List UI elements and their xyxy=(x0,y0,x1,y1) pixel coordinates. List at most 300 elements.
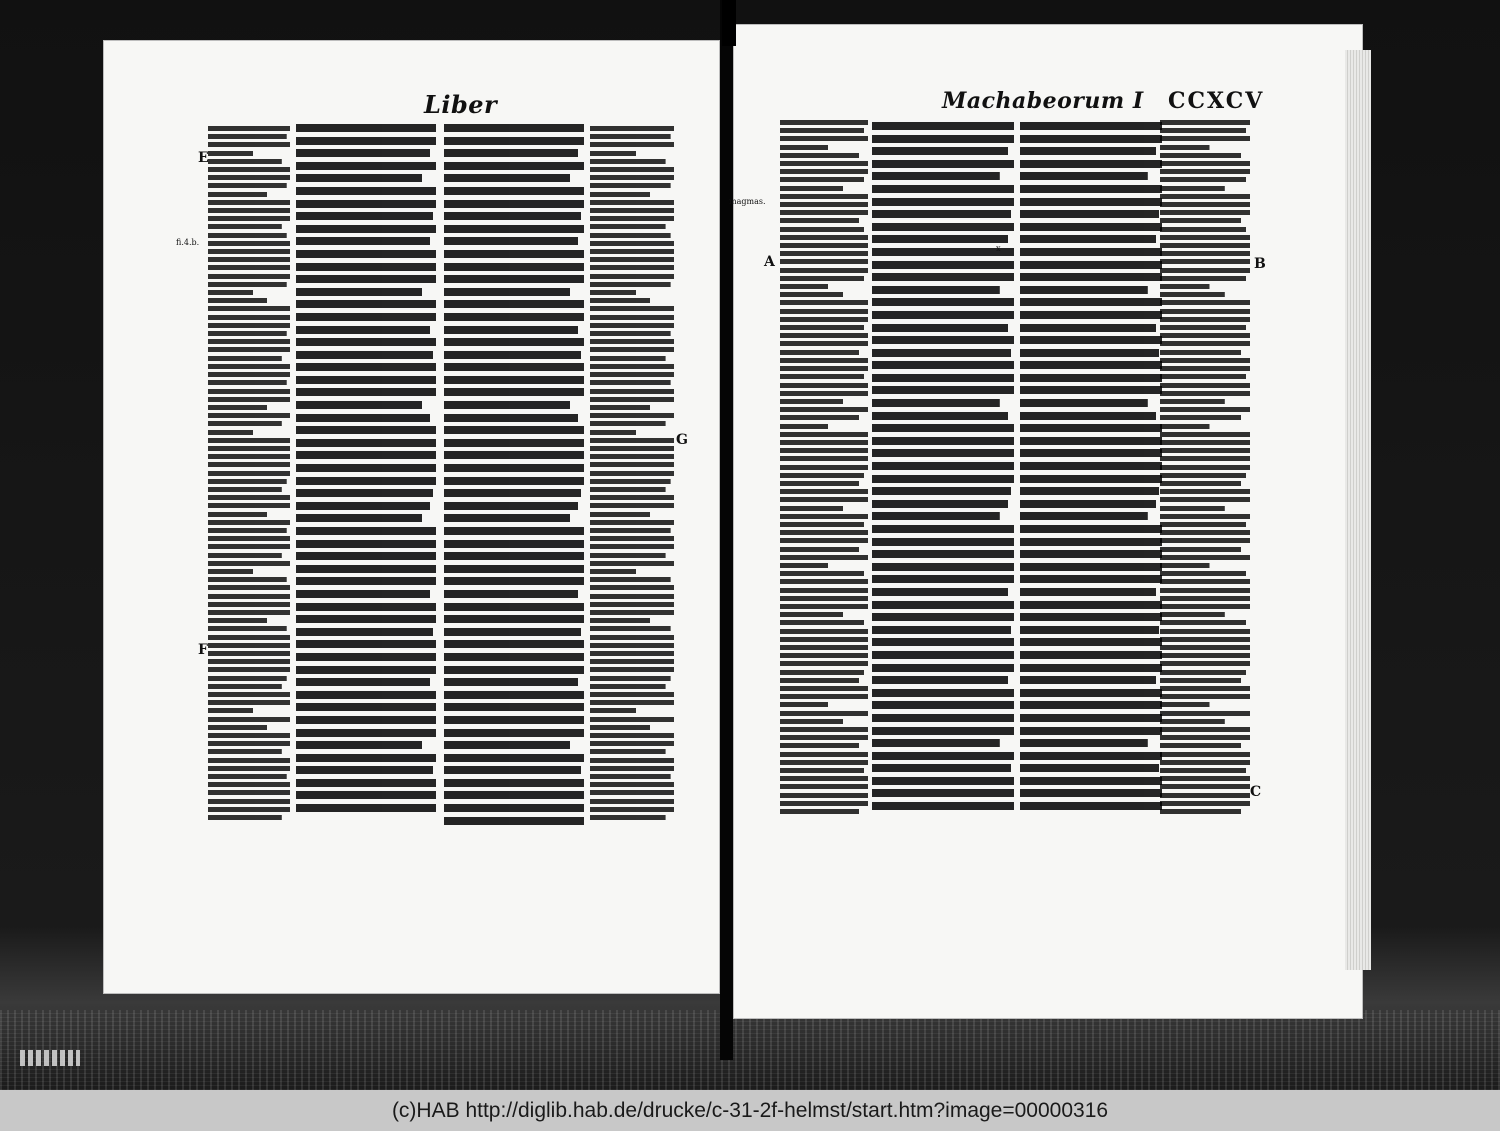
text-line xyxy=(590,288,674,296)
text-line xyxy=(780,471,868,479)
text-line xyxy=(1020,259,1162,272)
text-line xyxy=(296,399,436,412)
text-line xyxy=(872,586,1014,599)
text-line xyxy=(1020,447,1162,460)
text-line xyxy=(208,674,290,682)
text-line xyxy=(872,460,1014,473)
text-line xyxy=(1160,151,1250,159)
text-line xyxy=(1160,159,1250,167)
text-line xyxy=(590,616,674,624)
text-line xyxy=(444,727,584,740)
text-line xyxy=(208,452,290,460)
text-line xyxy=(296,777,436,790)
text-line xyxy=(590,682,674,690)
text-line xyxy=(444,500,584,513)
folio-number: CCXCV xyxy=(1168,88,1265,114)
text-line xyxy=(872,636,1014,649)
text-line xyxy=(1160,782,1250,790)
text-line xyxy=(444,714,584,727)
text-line xyxy=(1020,334,1162,347)
text-line xyxy=(872,775,1014,788)
text-line xyxy=(780,175,868,183)
text-line xyxy=(296,462,436,475)
text-line xyxy=(872,183,1014,196)
text-line xyxy=(296,122,436,135)
text-line xyxy=(1020,158,1162,171)
text-line xyxy=(590,255,674,263)
text-line xyxy=(1020,523,1162,536)
text-line xyxy=(590,181,674,189)
text-line xyxy=(780,454,868,462)
text-line xyxy=(780,766,868,774)
text-line xyxy=(1160,479,1250,487)
text-line xyxy=(296,651,436,664)
text-line xyxy=(208,181,290,189)
text-line xyxy=(590,452,674,460)
text-line xyxy=(590,559,674,567)
text-line xyxy=(1160,725,1250,733)
text-line xyxy=(872,296,1014,309)
text-line xyxy=(208,190,290,198)
text-line xyxy=(1160,126,1250,134)
text-line xyxy=(208,378,290,386)
text-line xyxy=(872,145,1014,158)
text-line xyxy=(1160,175,1250,183)
margin-letter-e: E xyxy=(198,150,209,166)
text-line xyxy=(780,487,868,495)
text-line xyxy=(444,764,584,777)
text-line xyxy=(296,147,436,160)
text-line xyxy=(208,797,290,805)
text-line xyxy=(1160,454,1250,462)
text-line xyxy=(780,479,868,487)
text-line xyxy=(780,389,868,397)
text-line xyxy=(208,788,290,796)
margin-letter-b: B xyxy=(1254,256,1266,272)
text-line xyxy=(872,762,1014,775)
text-line xyxy=(208,551,290,559)
text-line xyxy=(780,208,868,216)
text-line xyxy=(444,349,584,362)
text-line xyxy=(208,149,290,157)
text-line xyxy=(1020,284,1162,297)
text-line xyxy=(1160,709,1250,717)
text-line xyxy=(1160,602,1250,610)
text-line xyxy=(1160,717,1250,725)
text-line xyxy=(1160,339,1250,347)
text-line xyxy=(1160,257,1250,265)
text-line xyxy=(780,668,868,676)
text-line xyxy=(208,567,290,575)
text-line xyxy=(208,239,290,247)
text-line xyxy=(780,684,868,692)
text-line xyxy=(1020,221,1162,234)
text-line xyxy=(780,463,868,471)
text-line xyxy=(208,534,290,542)
text-line xyxy=(1020,636,1162,649)
text-line xyxy=(1160,167,1250,175)
text-line xyxy=(1020,662,1162,675)
text-line xyxy=(872,725,1014,738)
text-line xyxy=(444,538,584,551)
text-line xyxy=(444,789,584,802)
text-line xyxy=(208,288,290,296)
text-line xyxy=(1020,737,1162,750)
text-line xyxy=(780,799,868,807)
text-line xyxy=(1160,471,1250,479)
text-line xyxy=(208,583,290,591)
text-line xyxy=(872,334,1014,347)
text-line xyxy=(296,361,436,374)
text-line xyxy=(590,362,674,370)
text-line xyxy=(208,419,290,427)
text-line xyxy=(444,752,584,765)
text-line xyxy=(1020,561,1162,574)
text-line xyxy=(590,534,674,542)
text-line xyxy=(1160,438,1250,446)
text-line xyxy=(1160,586,1250,594)
text-line xyxy=(590,239,674,247)
text-line xyxy=(1160,766,1250,774)
text-line xyxy=(1020,800,1162,813)
text-line xyxy=(590,575,674,583)
text-line xyxy=(780,298,868,306)
text-line xyxy=(590,797,674,805)
text-line xyxy=(780,192,868,200)
text-line xyxy=(444,122,584,135)
text-line xyxy=(780,700,868,708)
text-line xyxy=(780,241,868,249)
corner-stamp xyxy=(20,1050,80,1066)
text-line xyxy=(1160,741,1250,749)
text-line xyxy=(296,487,436,500)
right-gloss-column-1 xyxy=(780,118,868,818)
text-line xyxy=(1160,807,1250,815)
text-line xyxy=(1160,405,1250,413)
text-line xyxy=(780,405,868,413)
text-line xyxy=(444,185,584,198)
text-line xyxy=(780,602,868,610)
text-line xyxy=(872,133,1014,146)
text-line xyxy=(1020,599,1162,612)
text-line xyxy=(780,151,868,159)
text-line xyxy=(296,563,436,576)
text-line xyxy=(208,280,290,288)
text-line xyxy=(780,159,868,167)
text-line xyxy=(590,428,674,436)
text-line xyxy=(590,222,674,230)
text-line xyxy=(590,674,674,682)
text-line xyxy=(590,387,674,395)
text-line xyxy=(590,469,674,477)
text-line xyxy=(208,222,290,230)
text-line xyxy=(1160,397,1250,405)
text-line xyxy=(444,550,584,563)
text-line xyxy=(444,261,584,274)
text-line xyxy=(1160,659,1250,667)
text-line xyxy=(208,329,290,337)
text-line xyxy=(1160,430,1250,438)
text-line xyxy=(872,120,1014,133)
text-line xyxy=(1160,323,1250,331)
text-line xyxy=(444,172,584,185)
text-line xyxy=(1020,372,1162,385)
text-line xyxy=(208,395,290,403)
text-line xyxy=(208,321,290,329)
text-line xyxy=(1020,498,1162,511)
text-line xyxy=(1020,246,1162,259)
text-line xyxy=(208,247,290,255)
text-line xyxy=(444,361,584,374)
text-line xyxy=(1020,384,1162,397)
text-line xyxy=(1160,184,1250,192)
text-line xyxy=(208,165,290,173)
text-line xyxy=(208,132,290,140)
text-line xyxy=(1160,635,1250,643)
text-line xyxy=(872,687,1014,700)
text-line xyxy=(780,126,868,134)
text-line xyxy=(590,329,674,337)
text-line xyxy=(208,518,290,526)
text-line xyxy=(590,444,674,452)
text-line xyxy=(872,737,1014,750)
text-line xyxy=(872,384,1014,397)
text-line xyxy=(1020,271,1162,284)
text-line xyxy=(1020,422,1162,435)
text-line xyxy=(590,501,674,509)
text-line xyxy=(208,698,290,706)
text-line xyxy=(1160,225,1250,233)
text-line xyxy=(780,545,868,553)
text-line xyxy=(1160,282,1250,290)
text-line xyxy=(444,437,584,450)
text-line xyxy=(590,345,674,353)
text-line xyxy=(780,627,868,635)
text-line xyxy=(296,223,436,236)
text-line xyxy=(208,140,290,148)
text-line xyxy=(296,752,436,765)
text-line xyxy=(296,311,436,324)
text-line xyxy=(780,774,868,782)
text-line xyxy=(296,336,436,349)
text-line xyxy=(590,272,674,280)
text-line xyxy=(872,322,1014,335)
text-line xyxy=(780,553,868,561)
text-line xyxy=(208,157,290,165)
text-line xyxy=(296,261,436,274)
text-line xyxy=(590,321,674,329)
text-line xyxy=(444,462,584,475)
text-line xyxy=(1160,774,1250,782)
text-line xyxy=(444,198,584,211)
text-line xyxy=(780,561,868,569)
text-line xyxy=(590,411,674,419)
text-line xyxy=(872,359,1014,372)
text-line xyxy=(780,274,868,282)
text-line xyxy=(208,608,290,616)
text-line xyxy=(590,698,674,706)
right-running-head: Machabeorum I xyxy=(942,88,1144,114)
text-line xyxy=(444,601,584,614)
text-line xyxy=(208,690,290,698)
text-line xyxy=(780,216,868,224)
text-line xyxy=(444,475,584,488)
text-line xyxy=(296,172,436,185)
text-line xyxy=(1160,627,1250,635)
text-line xyxy=(590,149,674,157)
text-line xyxy=(1020,712,1162,725)
text-line xyxy=(1160,758,1250,766)
text-line xyxy=(208,805,290,813)
text-line xyxy=(208,575,290,583)
text-line xyxy=(590,198,674,206)
text-line xyxy=(590,739,674,747)
text-line xyxy=(780,577,868,585)
text-line xyxy=(872,674,1014,687)
text-line xyxy=(1160,208,1250,216)
text-line xyxy=(1160,577,1250,585)
text-line xyxy=(208,231,290,239)
text-line xyxy=(444,298,584,311)
text-line xyxy=(1020,536,1162,549)
text-line xyxy=(296,160,436,173)
text-line xyxy=(296,424,436,437)
text-line xyxy=(780,422,868,430)
text-line xyxy=(296,727,436,740)
scan-noise-band xyxy=(0,1010,1500,1090)
text-line xyxy=(296,512,436,525)
text-line xyxy=(208,723,290,731)
text-line xyxy=(1160,799,1250,807)
text-line xyxy=(1020,309,1162,322)
text-line xyxy=(296,601,436,614)
text-line xyxy=(780,364,868,372)
text-line xyxy=(590,436,674,444)
text-line xyxy=(590,304,674,312)
text-line xyxy=(208,682,290,690)
text-line xyxy=(780,676,868,684)
text-line xyxy=(590,747,674,755)
text-line xyxy=(296,789,436,802)
text-line xyxy=(296,185,436,198)
text-line xyxy=(780,446,868,454)
text-line xyxy=(1020,347,1162,360)
text-line xyxy=(590,608,674,616)
text-line xyxy=(1020,473,1162,486)
text-line xyxy=(1020,624,1162,637)
text-line xyxy=(296,802,436,815)
text-line xyxy=(296,349,436,362)
text-line xyxy=(872,712,1014,725)
text-line xyxy=(780,692,868,700)
text-line xyxy=(1160,298,1250,306)
text-line xyxy=(780,758,868,766)
text-line xyxy=(1020,510,1162,523)
book-gutter xyxy=(720,0,733,1060)
text-line xyxy=(208,756,290,764)
text-line xyxy=(780,741,868,749)
text-line xyxy=(444,638,584,651)
text-line xyxy=(590,715,674,723)
text-line xyxy=(1160,528,1250,536)
text-line xyxy=(780,118,868,126)
text-line xyxy=(1020,397,1162,410)
text-line xyxy=(208,460,290,468)
text-line xyxy=(780,495,868,503)
left-gloss-column-1 xyxy=(208,124,290,822)
text-line xyxy=(444,626,584,639)
text-line xyxy=(1160,274,1250,282)
text-line xyxy=(780,348,868,356)
margin-letter-f: F xyxy=(198,642,208,658)
text-line xyxy=(296,701,436,714)
text-line xyxy=(1160,651,1250,659)
text-line xyxy=(444,575,584,588)
text-line xyxy=(780,528,868,536)
text-line xyxy=(780,430,868,438)
text-line xyxy=(1020,548,1162,561)
text-line xyxy=(780,807,868,815)
text-line xyxy=(1160,307,1250,315)
text-line xyxy=(780,225,868,233)
text-line xyxy=(1020,322,1162,335)
text-line xyxy=(872,397,1014,410)
page-edge-stack xyxy=(1345,50,1371,970)
text-line xyxy=(780,381,868,389)
text-line xyxy=(872,284,1014,297)
text-line xyxy=(1160,700,1250,708)
text-line xyxy=(1020,133,1162,146)
footer-bar xyxy=(0,1090,1500,1131)
text-line xyxy=(296,449,436,462)
text-line xyxy=(208,665,290,673)
text-line xyxy=(780,266,868,274)
text-line xyxy=(872,422,1014,435)
text-line xyxy=(1160,200,1250,208)
text-line xyxy=(590,157,674,165)
text-line xyxy=(208,600,290,608)
text-line xyxy=(208,633,290,641)
text-line xyxy=(208,370,290,378)
text-line xyxy=(590,337,674,345)
text-line xyxy=(590,665,674,673)
text-line xyxy=(1160,290,1250,298)
right-text-column-2 xyxy=(1020,120,1162,820)
text-line xyxy=(590,706,674,714)
text-line xyxy=(296,210,436,223)
text-line xyxy=(590,641,674,649)
text-line xyxy=(208,173,290,181)
text-line xyxy=(296,298,436,311)
text-line xyxy=(780,709,868,717)
text-line xyxy=(208,485,290,493)
text-line xyxy=(1160,791,1250,799)
text-line xyxy=(590,510,674,518)
text-line xyxy=(208,354,290,362)
text-line xyxy=(296,500,436,513)
text-line xyxy=(780,331,868,339)
text-line xyxy=(590,370,674,378)
text-line xyxy=(296,475,436,488)
left-running-head: Liber xyxy=(424,90,498,119)
text-line xyxy=(444,701,584,714)
text-line xyxy=(296,613,436,626)
text-line xyxy=(1160,487,1250,495)
text-line xyxy=(1160,750,1250,758)
text-line xyxy=(1020,233,1162,246)
text-line xyxy=(208,747,290,755)
text-line xyxy=(444,324,584,337)
